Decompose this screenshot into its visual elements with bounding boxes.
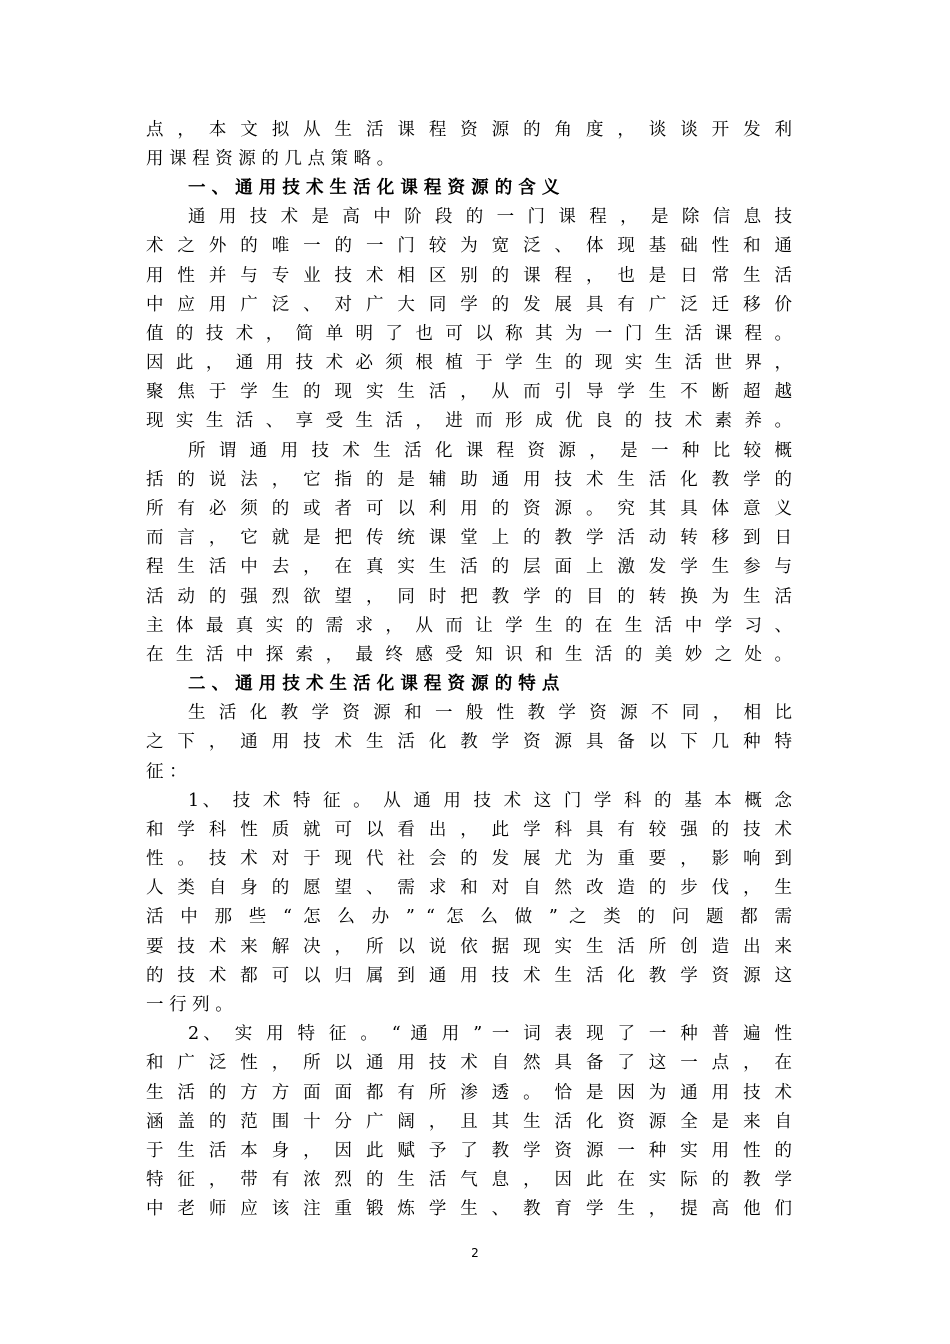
- text-line: 一 行 列 。: [146, 995, 233, 1015]
- text-line: 要 技 术 来 解 决 ， 所 以 说 依 据 现 实 生 活 所 创 造 出 来: [146, 937, 792, 957]
- text-line: 征 ：: [146, 762, 187, 782]
- text-line: 而 言 ， 它 就 是 把 传 统 课 堂 上 的 教 学 活 动 转 移 到 日: [146, 528, 792, 548]
- section-heading: 二 、 通 用 技 术 生 活 化 课 程 资 源 的 特 点: [188, 674, 560, 694]
- page-number: 2: [471, 1246, 479, 1260]
- text-line: 点 ， 本 文 拟 从 生 活 课 程 资 源 的 角 度 ， 谈 谈 开 发 利: [146, 120, 792, 140]
- text-line: 性 。 技 术 对 于 现 代 社 会 的 发 展 尤 为 重 要 ， 影 响 到: [146, 849, 792, 869]
- text-line: 现 实 生 活 、 享 受 生 活 ， 进 而 形 成 优 良 的 技 术 素 养 。: [146, 411, 792, 431]
- text-line: 术 之 外 的 唯 一 的 一 门 较 为 宽 泛 、 体 现 基 础 性 和 通: [146, 236, 792, 256]
- text-line: 活 动 的 强 烈 欲 望 ， 同 时 把 教 学 的 目 的 转 换 为 生 活: [146, 587, 792, 607]
- text-line: 和 学 科 性 质 就 可 以 看 出 ， 此 学 科 具 有 较 强 的 技 术: [146, 820, 792, 840]
- text-line: 在 生 活 中 探 索 ， 最 终 感 受 知 识 和 生 活 的 美 妙 之 处 。: [146, 645, 792, 665]
- text-line: 活 中 那 些 “ 怎 么 办 ” “ 怎 么 做 ” 之 类 的 问 题 都 需: [146, 907, 792, 927]
- text-line: 值 的 技 术 ， 简 单 明 了 也 可 以 称 其 为 一 门 生 活 课 程 。: [146, 324, 792, 344]
- numbered-item-line: 1、 技 术 特 征 。 从 通 用 技 术 这 门 学 科 的 基 本 概 念: [188, 791, 792, 811]
- text-line: 所 有 必 须 的 或 者 可 以 利 用 的 资 源 。 究 其 具 体 意 义: [146, 499, 792, 519]
- text-line: 程 生 活 中 去 ， 在 真 实 生 活 的 层 面 上 激 发 学 生 参 与: [146, 557, 792, 577]
- text-line: 和 广 泛 性 ， 所 以 通 用 技 术 自 然 具 备 了 这 一 点 ， 在: [146, 1053, 792, 1073]
- text-line: 涵 盖 的 范 围 十 分 广 阔 ， 且 其 生 活 化 资 源 全 是 来 自: [146, 1112, 792, 1132]
- text-line: 用 性 并 与 专 业 技 术 相 区 别 的 课 程 ， 也 是 日 常 生 活: [146, 266, 792, 286]
- text-line: 因 此 ， 通 用 技 术 必 须 根 植 于 学 生 的 现 实 生 活 世 界 ，: [146, 353, 792, 373]
- text-line: 于 生 活 本 身 ， 因 此 赋 予 了 教 学 资 源 一 种 实 用 性 的: [146, 1141, 792, 1161]
- text-line: 人 类 自 身 的 愿 望 、 需 求 和 对 自 然 改 造 的 步 伐 ， 生: [146, 878, 792, 898]
- text-line: 中 老 师 应 该 注 重 锻 炼 学 生 、 教 育 学 生 ， 提 高 他 们: [146, 1199, 792, 1219]
- paragraph-first-line: 通 用 技 术 是 高 中 阶 段 的 一 门 课 程 ， 是 除 信 息 技: [188, 207, 792, 227]
- text-line: 之 下 ， 通 用 技 术 生 活 化 教 学 资 源 具 备 以 下 几 种 特: [146, 732, 792, 752]
- paragraph-first-line: 所 谓 通 用 技 术 生 活 化 课 程 资 源 ， 是 一 种 比 较 概: [188, 441, 792, 461]
- text-line: 用 课 程 资 源 的 几 点 策 略 。: [146, 149, 395, 169]
- text-line: 的 技 术 都 可 以 归 属 到 通 用 技 术 生 活 化 教 学 资 源 这: [146, 966, 792, 986]
- text-line: 聚 焦 于 学 生 的 现 实 生 活 ， 从 而 引 导 学 生 不 断 超 越: [146, 382, 792, 402]
- numbered-item-line: 2、 实 用 特 征 。 “ 通 用 ” 一 词 表 现 了 一 种 普 遍 性: [188, 1024, 792, 1044]
- text-line: 生 活 的 方 方 面 面 都 有 所 渗 透 。 恰 是 因 为 通 用 技 术: [146, 1083, 792, 1103]
- text-line: 中 应 用 广 泛 、 对 广 大 同 学 的 发 展 具 有 广 泛 迁 移 价: [146, 295, 792, 315]
- text-line: 特 征 ， 带 有 浓 烈 的 生 活 气 息 ， 因 此 在 实 际 的 教 学: [146, 1170, 792, 1190]
- text-line: 主 体 最 真 实 的 需 求 ， 从 而 让 学 生 的 在 生 活 中 学 习 、: [146, 616, 792, 636]
- section-heading: 一 、 通 用 技 术 生 活 化 课 程 资 源 的 含 义: [188, 178, 560, 198]
- paragraph-first-line: 生 活 化 教 学 资 源 和 一 般 性 教 学 资 源 不 同 ， 相 比: [188, 703, 792, 723]
- text-line: 括 的 说 法 ， 它 指 的 是 辅 助 通 用 技 术 生 活 化 教 学 的: [146, 470, 792, 490]
